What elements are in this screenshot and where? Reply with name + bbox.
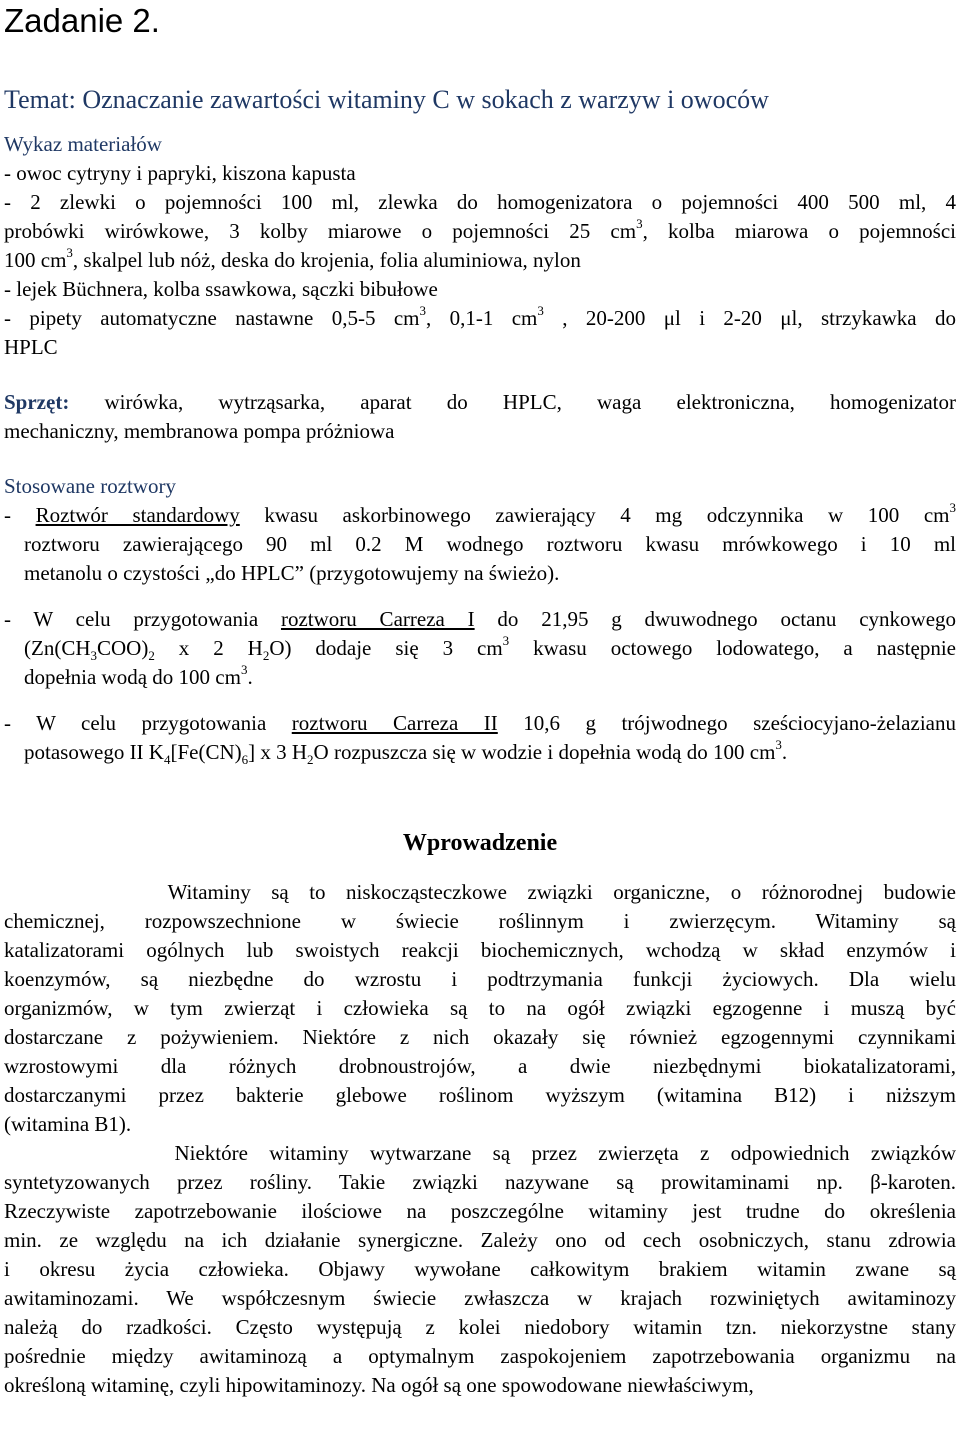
carrez-2-link: roztworu Carreza II xyxy=(291,711,498,735)
superscript-3: 3 xyxy=(636,216,643,231)
materials-section xyxy=(4,130,956,362)
materials-line-3a: probówki wirówkowe, 3 kolby miarowe o pojemności 25 cm xyxy=(4,219,637,243)
solution-3-text-a: - W celu przygotowania xyxy=(4,711,292,735)
intro-line: katalizatorami ogólnych lub swoistych reakcji biochemicznych, wchodzą w skład enzymów i xyxy=(4,938,956,962)
document-page xyxy=(4,0,956,1400)
subscript: 2 xyxy=(307,752,314,768)
materials-title: Wykaz materiałów xyxy=(4,132,162,156)
intro-line: dostarczanymi przez bakterie glebowe roślinom wyższym (witamina B12) i niższym xyxy=(4,1083,956,1107)
superscript-3: 3 xyxy=(949,500,956,515)
solution-2-line-3 xyxy=(4,663,956,692)
solutions-section xyxy=(4,472,956,767)
solution-3-line-1 xyxy=(4,709,956,738)
equipment-text-1: wirówka, wytrząsarka, aparat do HPLC, waga elektroniczna, homogenizator xyxy=(69,390,956,414)
superscript-3: 3 xyxy=(419,303,426,318)
intro-line: organizmów, w tym zwierząt i człowieka są to na ogół związki egzogenne i muszą być xyxy=(4,996,956,1020)
intro-line: Niektóre witaminy wytwarzane są przez zwierzęta z odpowiednich związków xyxy=(4,1141,956,1165)
formula-part: potasowego II K xyxy=(24,740,164,764)
subscript: 2 xyxy=(262,648,270,664)
intro-line: wzrostowymi dla różnych drobnoustrojów, a dwie niezbędnymi biokatalizatorami, xyxy=(4,1054,956,1078)
intro-line: syntetyzowanych przez rośliny. Takie związki nazywane są prowitaminami np. β-karoten. xyxy=(4,1170,956,1194)
equipment-section xyxy=(4,388,956,446)
equipment-line-1 xyxy=(4,388,956,417)
solution-1-line-3: metanolu o czystości „do HPLC” (przygotowujemy na świeżo). xyxy=(24,561,560,585)
equipment-label: Sprzęt: xyxy=(4,390,70,414)
intro-line: określoną witaminę, czyli hipowitaminozy. Na ogół są one spowodowane niewłaściwym, xyxy=(4,1373,754,1397)
intro-line: należą do rzadkości. Często występują z kolei niedobory witamin tzn. niekorzystne stany xyxy=(4,1315,956,1339)
materials-line-3 xyxy=(4,217,956,246)
subscript: 3 xyxy=(90,648,97,664)
solution-3-line-2 xyxy=(4,738,956,767)
materials-line-6b: , 0,1-1 cm xyxy=(425,306,538,330)
period: . xyxy=(247,665,253,689)
superscript-3: 3 xyxy=(537,303,544,318)
materials-line-4a: 100 cm xyxy=(4,248,67,272)
carrez-1-link: roztworu Carreza I xyxy=(280,607,475,631)
solution-1-text: kwasu askorbinowego zawierający 4 mg odczynnika w 100 cm xyxy=(239,503,950,527)
formula-part: [Fe(CN) xyxy=(170,740,242,764)
materials-line-6c: , 20-200 μl i 2-20 μl, strzykawka do xyxy=(543,306,957,330)
intro-line: awitaminozami. We współczesnym świecie zwłaszcza w krajach rozwiniętych awitaminozy xyxy=(4,1286,956,1310)
intro-line: dostarczane z pożywieniem. Niektóre z nich okazały się również egzogennymi czynnikami xyxy=(4,1025,956,1049)
solution-2-text-a: - W celu przygotowania xyxy=(4,607,281,631)
topic-title: Temat: Oznaczanie zawartości witaminy C w sokach z warzyw i owoców xyxy=(4,85,769,114)
standard-solution-link: Roztwór standardowy xyxy=(35,503,240,527)
formula-part: COO) xyxy=(97,636,149,660)
solution-3-text-b: 10,6 g trójwodnego sześciocyjano-żelazianu xyxy=(497,711,956,735)
intro-line: Witaminy są to niskocząsteczkowe związki organiczne, o różnorodnej budowie xyxy=(4,880,956,904)
equipment-line-2: mechaniczny, membranowa pompa próżniowa xyxy=(4,419,395,443)
materials-line-7: HPLC xyxy=(4,335,58,359)
solution-1-line-2: roztworu zawierającego 90 ml 0.2 M wodnego roztworu kwasu mrówkowego i 10 ml xyxy=(24,532,956,556)
formula-part: O rozpuszcza się w wodzie i dopełnia wodą do 100 cm xyxy=(313,740,776,764)
dash: - xyxy=(4,503,36,527)
intro-line: pośrednie między awitaminozą a optymalnym zaspokojeniem zapotrzebowania organizmu na xyxy=(4,1344,956,1368)
superscript-3: 3 xyxy=(502,633,510,648)
formula-part: x 2 H xyxy=(154,636,263,660)
formula-part: kwasu octowego lodowatego, a następnie xyxy=(509,636,956,660)
materials-line-6 xyxy=(4,304,956,333)
superscript-3: 3 xyxy=(775,737,782,752)
intro-paragraph-2 xyxy=(4,1139,956,1400)
intro-line: (witamina B1). xyxy=(4,1112,132,1136)
solution-2-line-1 xyxy=(4,605,956,634)
superscript-3: 3 xyxy=(240,662,248,677)
solution-2-line-2 xyxy=(4,634,956,663)
intro-line: i okresu życia człowieka. Objawy wywołane całkowitym brakiem witamin zwane są xyxy=(4,1257,956,1281)
materials-line-6a: - pipety automatyczne nastawne 0,5-5 cm xyxy=(4,306,420,330)
intro-line: koenzymów, są niezbędne do wzrostu i podtrzymania funkcji życiowych. Dla wielu xyxy=(4,967,956,991)
period: . xyxy=(781,740,788,764)
solution-2-text-c: dopełnia wodą do 100 cm xyxy=(24,665,241,689)
solution-2-text-b: do 21,95 g dwuwodnego octanu cynkowego xyxy=(474,607,957,631)
intro-paragraph-1 xyxy=(4,878,956,1139)
intro-line: min. ze względu na ich działanie synergiczne. Zależy ono od cech osobniczych, stanu zdrowia xyxy=(4,1228,956,1252)
subscript: 2 xyxy=(148,648,155,664)
intro-line: chemicznej, rozpowszechnione w świecie roślinnym i zwierzęcym. Witaminy są xyxy=(4,909,956,933)
formula-part: (Zn(CH xyxy=(24,636,91,660)
superscript-3: 3 xyxy=(66,245,73,260)
formula-part: ] x 3 H xyxy=(248,740,308,764)
materials-line-5: - lejek Büchnera, kolba ssawkowa, sączki bibułowe xyxy=(4,277,438,301)
solutions-title: Stosowane roztwory xyxy=(4,474,177,498)
intro-title: Wprowadzenie xyxy=(402,830,558,856)
materials-line-4 xyxy=(4,246,956,275)
materials-line-2: - 2 zlewki o pojemności 100 ml, zlewka do homogenizatora o pojemności 400 500 ml, 4 xyxy=(4,190,956,214)
task-heading: Zadanie 2. xyxy=(4,2,160,39)
subscript: 6 xyxy=(241,752,249,768)
solution-1-line-1 xyxy=(4,501,956,530)
subscript: 4 xyxy=(163,752,171,768)
materials-line-3b: , kolba miarowa o pojemności xyxy=(642,219,956,243)
materials-line-1: - owoc cytryny i papryki, kiszona kapusta xyxy=(4,161,356,185)
formula-part: O) dodaje się 3 cm xyxy=(269,636,503,660)
materials-line-4b: , skalpel lub nóż, deska do krojenia, folia aluminiowa, nylon xyxy=(72,248,581,272)
intro-line: Rzeczywiste zapotrzebowanie ilościowe na poszczególne witaminy jest trudne do określenia xyxy=(4,1199,956,1223)
